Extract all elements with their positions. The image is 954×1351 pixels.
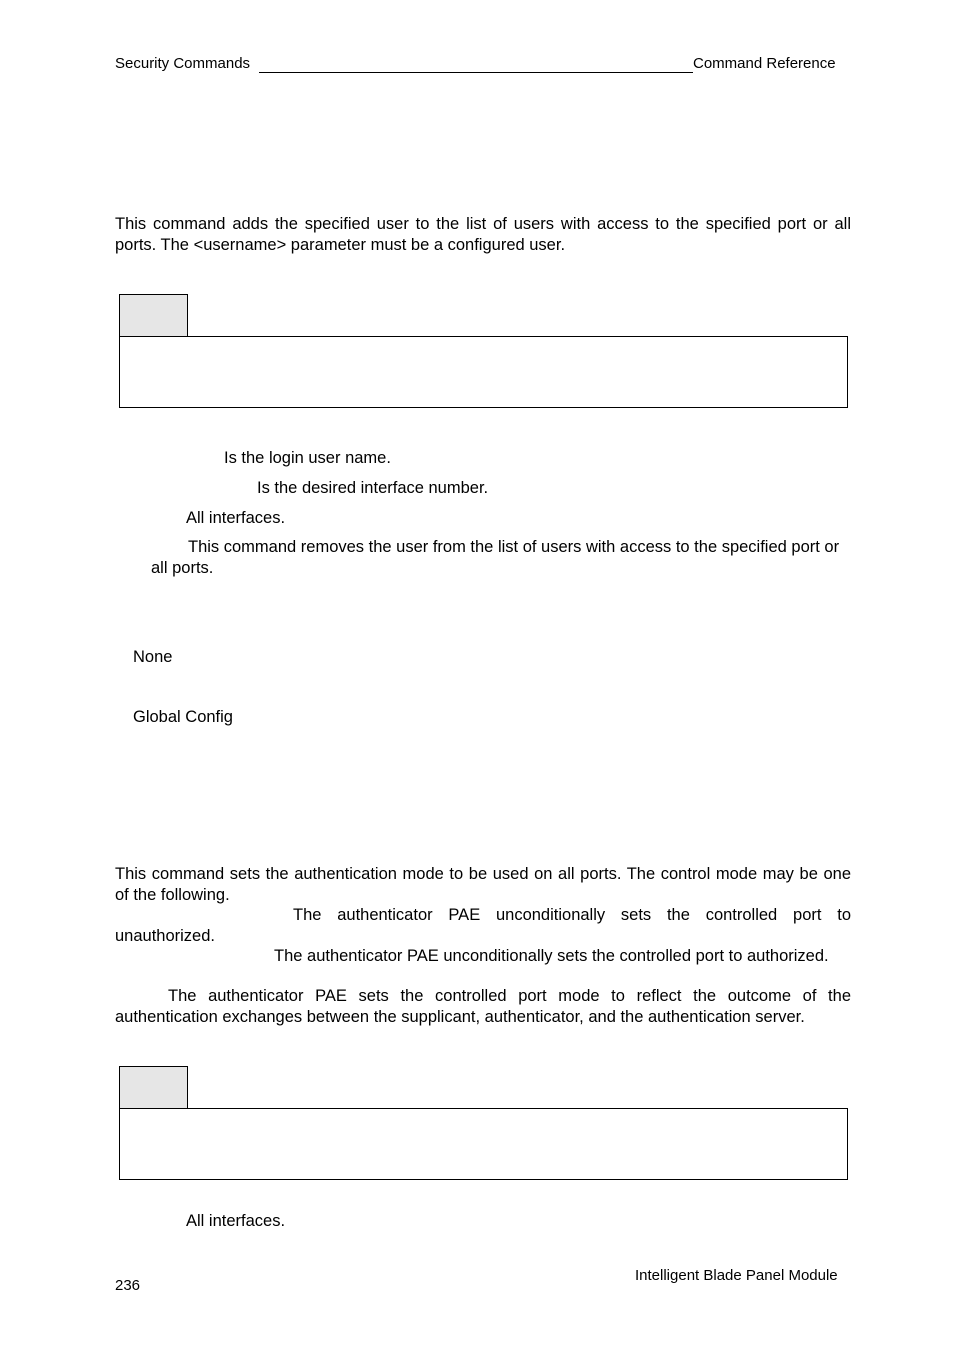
param-interface-desc: Is the desired interface number.	[257, 479, 489, 497]
default-value: None	[133, 648, 173, 666]
mode-option-unauthorized: The authenticator PAE unconditionally sets the controlled port to unauthorized.	[115, 906, 851, 945]
command-mode-value: Global Config	[133, 708, 233, 726]
param-all-desc: All interfaces.	[186, 509, 286, 527]
section2-description: This command sets the authentication mode to be used on all ports. The control mode may be one of the following.	[115, 865, 851, 904]
mode-option-auto: The authenticator PAE sets the controlled port mode to reflect the outcome of the authentication exchanges between the supplicant, authenticator, and the authentication server.	[115, 987, 851, 1026]
header-rule	[259, 72, 693, 73]
footer-product: Intelligent Blade Panel Module	[635, 1267, 838, 1284]
section1-format-tab	[119, 294, 188, 338]
section2-format-tab	[119, 1066, 188, 1110]
param-all-desc-2: All interfaces.	[186, 1212, 286, 1230]
section1-description: This command adds the specified user to the list of users with access to the specified port or all ports. The <username> parameter must be a configured user.	[115, 215, 851, 254]
no-form-desc: This command removes the user from the list of users with access to the specified port or all ports.	[151, 538, 840, 577]
header-section-title: Security Commands	[115, 55, 251, 72]
section1-format-box	[119, 336, 848, 408]
header-doc-title: Command Reference	[693, 55, 836, 72]
page-number: 236	[115, 1277, 141, 1294]
section2-format-box	[119, 1108, 848, 1180]
mode-option-authorized: The authenticator PAE unconditionally sets the controlled port to authorized.	[274, 947, 829, 965]
param-user-desc: Is the login user name.	[224, 449, 391, 467]
